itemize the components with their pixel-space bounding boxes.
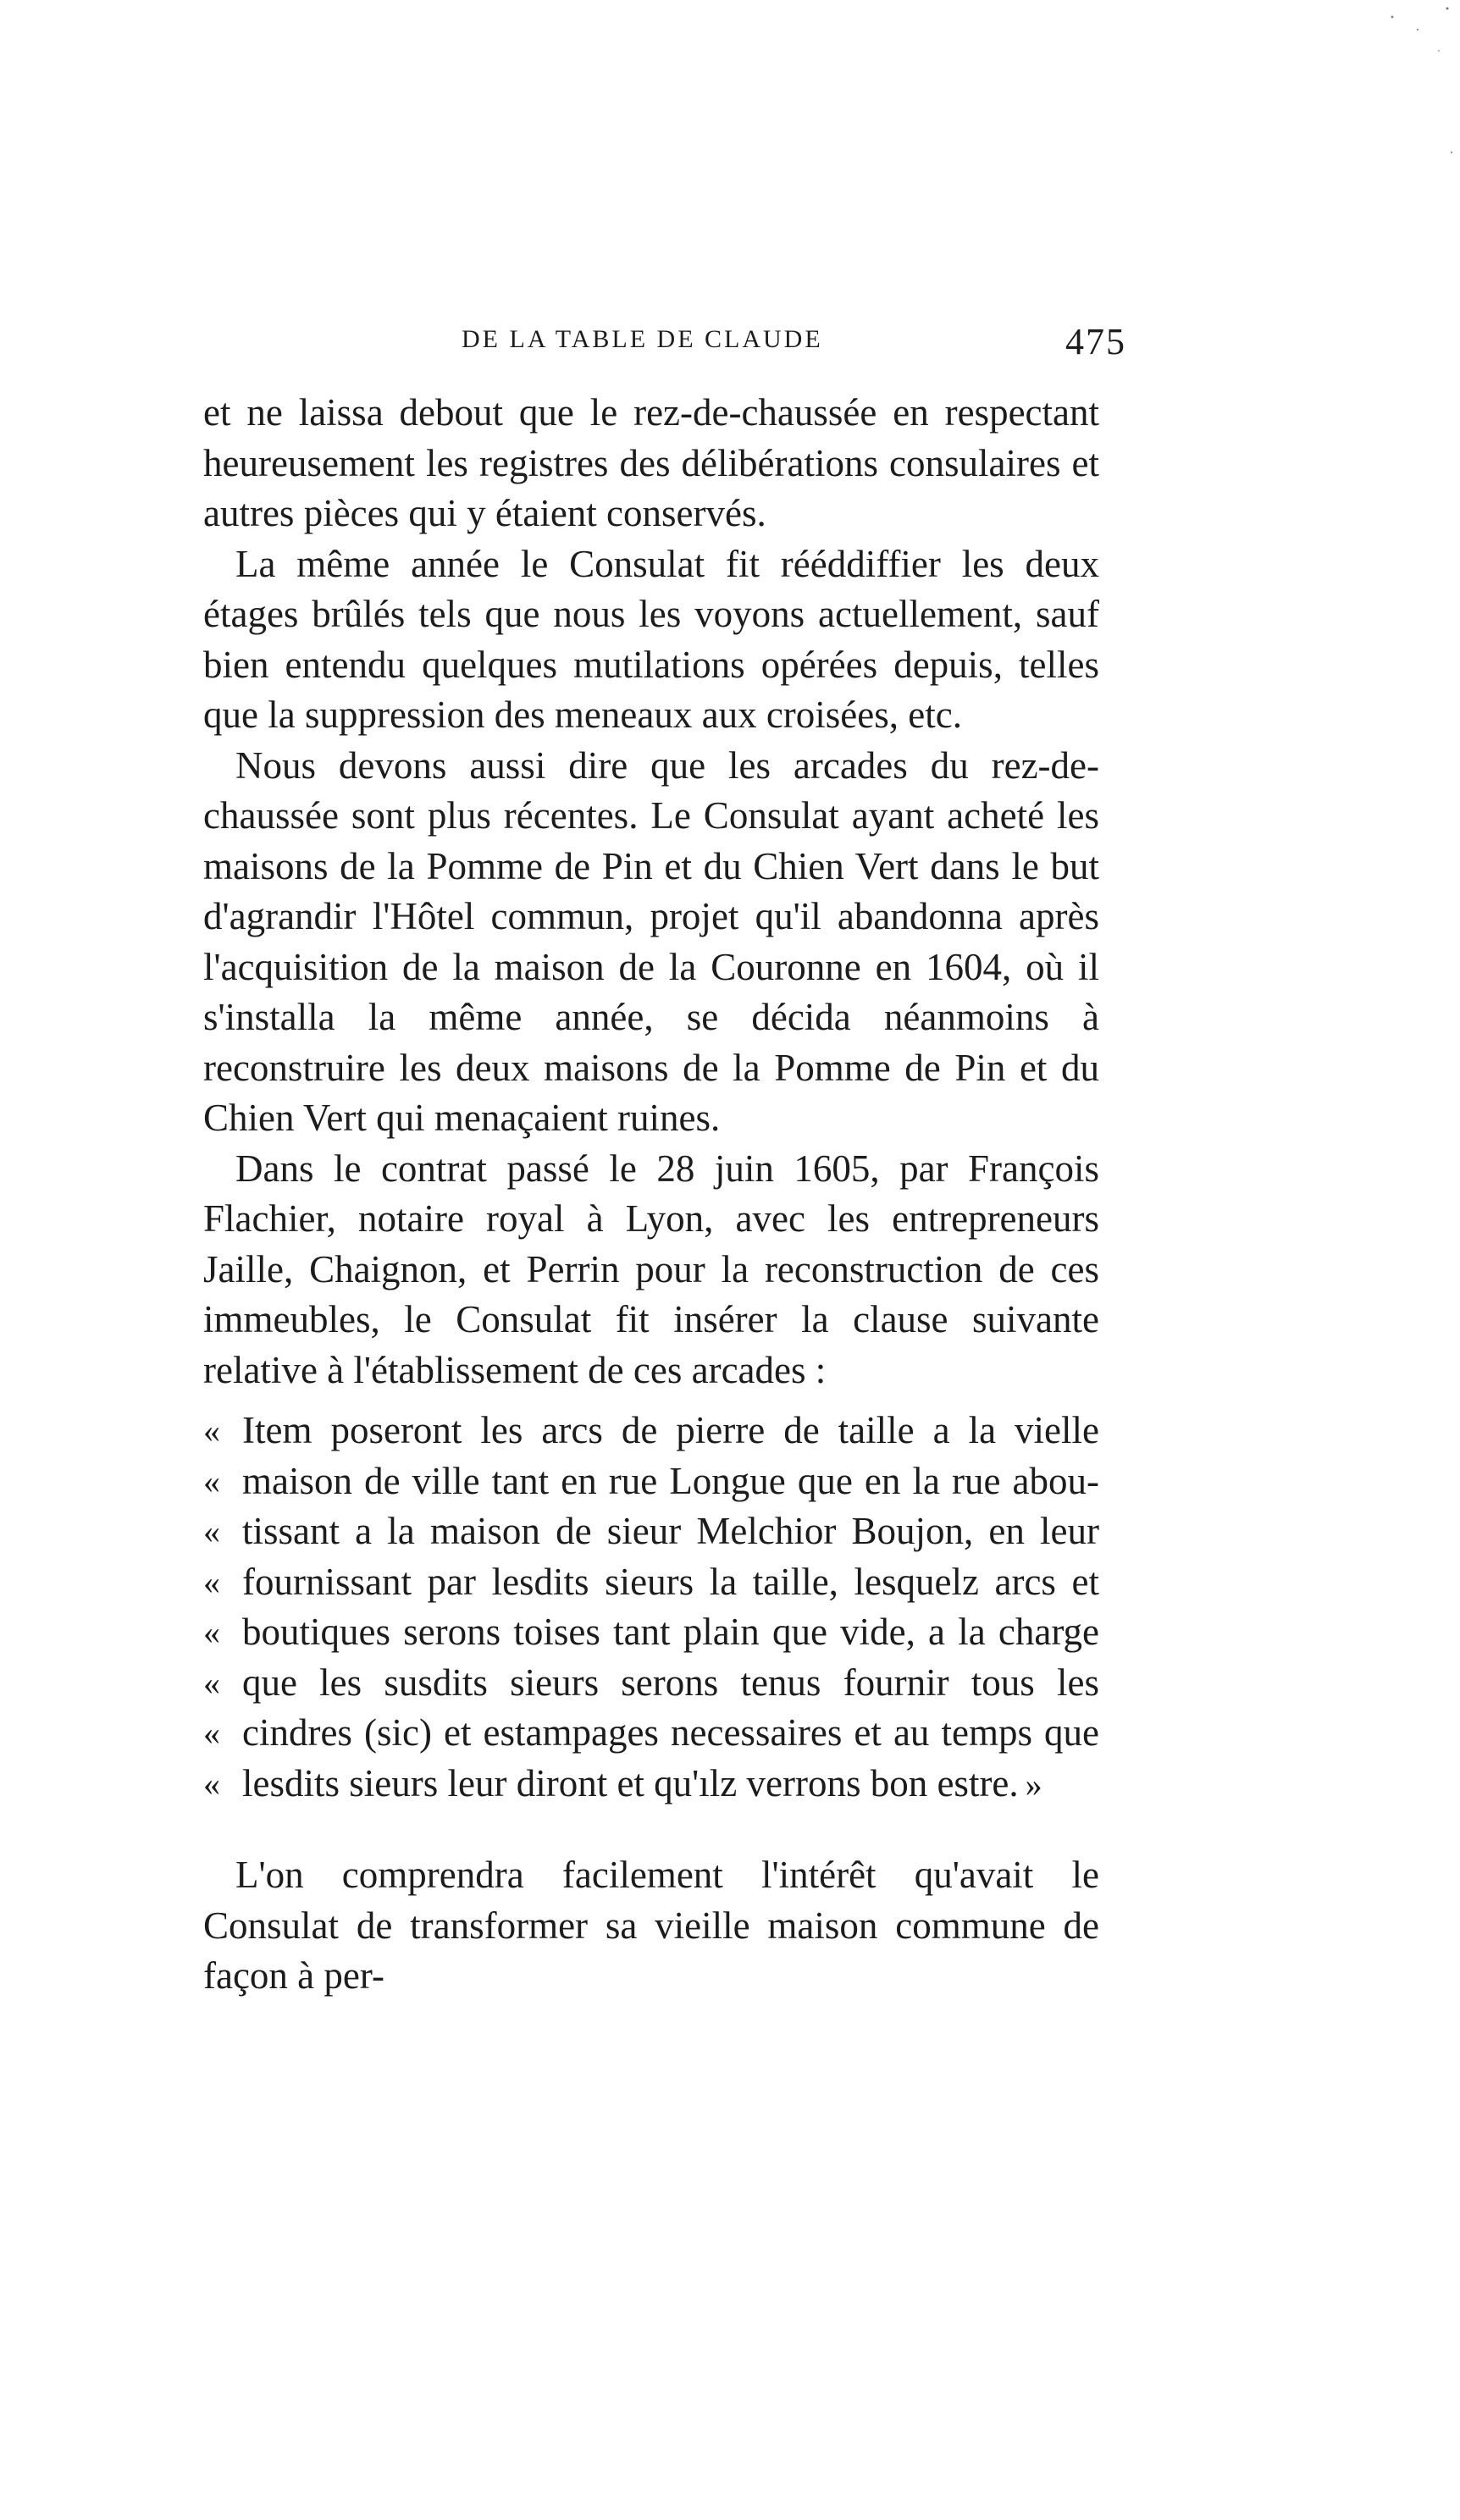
quote-line — [203, 1506, 1099, 1557]
paragraph-1: et ne laissa debout que le rez-de-chaussée en respectant heureusement les registres des délibérations consulaires et autres pièces qui y étaient conservés. — [203, 391, 1099, 534]
quote-line — [203, 1456, 1099, 1507]
quote-line-text: cindres (sic) et estampages necessaires et au temps que — [242, 1711, 1099, 1754]
quote-line-text: Item poseront les arcs de pierre de taille a la vielle — [242, 1409, 1099, 1451]
page-number: 475 — [1065, 321, 1126, 362]
paragraph-4: Dans le contrat passé le 28 juin 1605, par François Flachier, notaire royal à Lyon, avec les entrepreneurs Jaille, Chaignon, et Perrin pour la reconstruction de ces immeubles, le Consulat fit insérer la clause suivante relative à l'établissement de ces arcades : — [203, 1147, 1099, 1391]
quote-line-text: tissant a la maison de sieur Melchior Boujon, en leur — [242, 1510, 1099, 1552]
closing-paragraph: L'on comprendra facilement l'intérêt qu'avait le Consulat de transformer sa vieille maison commune de façon à per- — [203, 1854, 1099, 1997]
quote-line-text — [242, 1759, 1099, 1810]
running-title: DE LA TABLE DE CLAUDE — [462, 325, 823, 353]
quote-line — [203, 1607, 1099, 1658]
guillemet-open: « — [203, 1462, 220, 1500]
closing-text — [203, 1850, 1099, 2002]
quote-line — [203, 1759, 1099, 1810]
body-text — [203, 388, 1099, 1395]
quote-line — [203, 1708, 1099, 1759]
quote-line — [203, 1406, 1099, 1456]
paragraph-3: Nous devons aussi dire que les arcades du rez-de-chaussée sont plus récentes. Le Consulat ayant acheté les maisons de la Pomme de Pin et du Chien Vert dans le but d'agrandir l'Hôtel commun, projet qu'il abandonna après l'acquisition de la maison de la Couronne en 1604, où il s'installa la même année, se décida néanmoins à reconstruire les deux maisons de la Pomme de Pin et du Chien Vert qui menaçaient ruines. — [203, 743, 1099, 1139]
guillemet-open: « — [203, 1412, 220, 1450]
paragraph-2: La même année le Consulat fit rééddiffier les deux étages brûlés tels que nous les voyons actuellement, sauf bien entendu quelques mutilations opérées depuis, telles que la suppression des meneaux aux croisées, etc. — [203, 542, 1099, 736]
quote-line-text: fournissant par lesdits sieurs la taille, lesquelz arcs et — [242, 1560, 1099, 1603]
quote-line — [203, 1557, 1099, 1608]
guillemet-open: « — [203, 1764, 220, 1803]
quote-line — [203, 1658, 1099, 1709]
running-head — [462, 320, 1126, 362]
quote-last-line-text: lesdits sieurs leur diront et qu'ılz verrons bon estre. — [242, 1761, 1019, 1804]
guillemet-close: » — [1025, 1765, 1042, 1804]
guillemet-open: « — [203, 1714, 220, 1752]
guillemet-open: « — [203, 1512, 220, 1550]
scan-specks — [1291, 0, 1460, 254]
quote-line-text: que les susdits sieurs serons tenus fournir tous les — [242, 1661, 1099, 1704]
quote-line-text: boutiques serons toises tant plain que vide, a la charge — [242, 1611, 1099, 1653]
guillemet-open: « — [203, 1613, 220, 1651]
quote-line-text: maison de ville tant en rue Longue que en la rue abou- — [242, 1459, 1099, 1502]
quoted-clause — [203, 1406, 1099, 1810]
guillemet-open: « — [203, 1663, 220, 1702]
guillemet-open: « — [203, 1562, 220, 1601]
